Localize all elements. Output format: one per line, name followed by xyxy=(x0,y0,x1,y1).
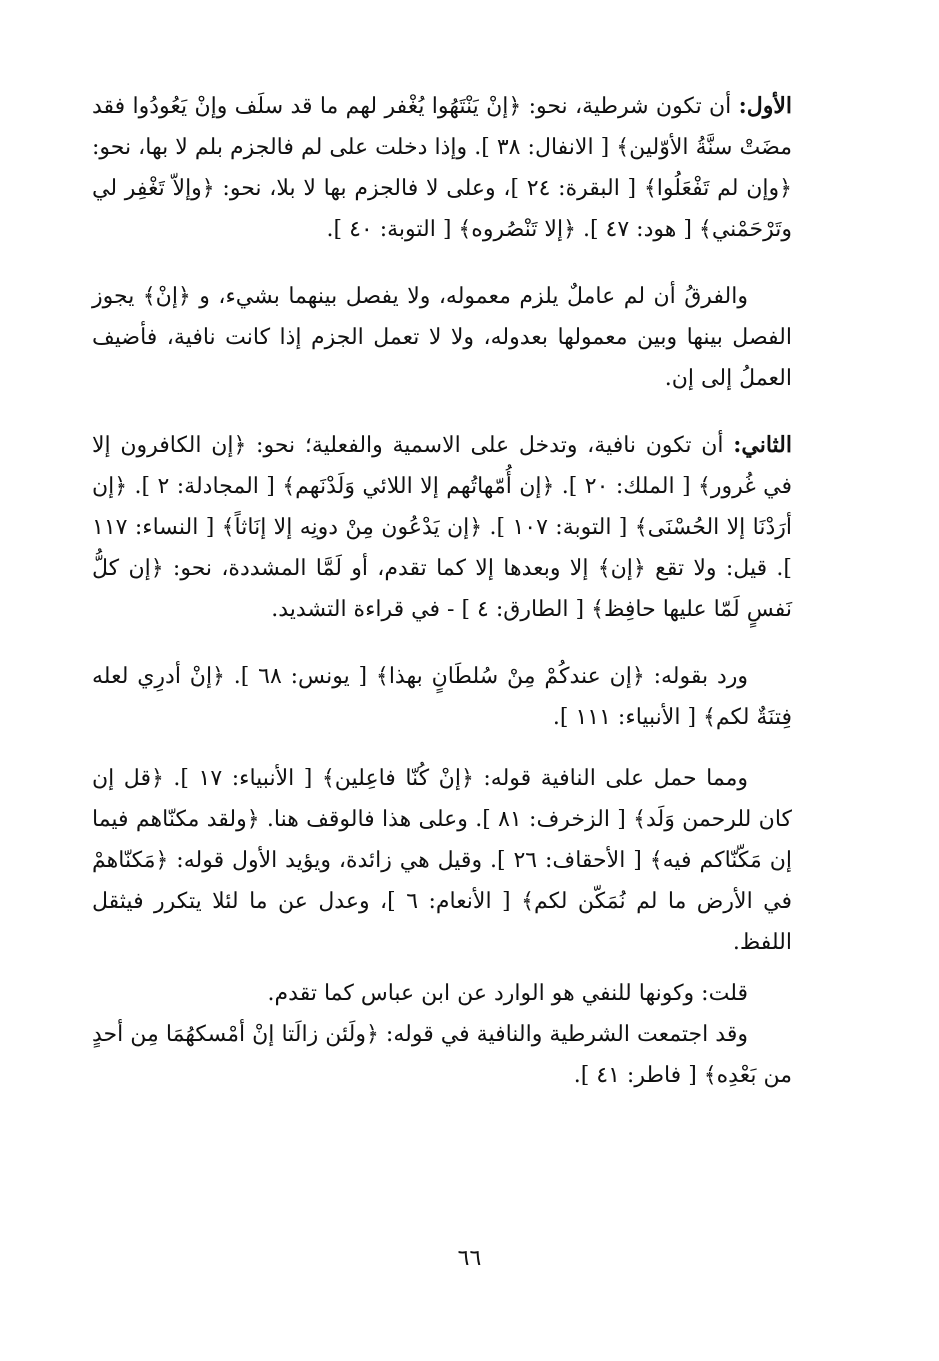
paragraph-text: ومما حمل على النافية قوله: ﴿إنْ كُنّا فاعِلين﴾ [ الأنبياء: ١٧ ]. ﴿قل إن كان للرحمن وَلَد﴾ [ الزخرف: ٨١ ]. وعلى هذا فالوقف هنا. ﴿ولقد مكنّاهم فيما إن مَكّنّاكم فيه﴾ [ الأحقاف: ٢٦ ]. وقيل هي زائدة، ويؤيد الأول قوله: ﴿مَكنّاهمْ في الأرض ما لم نُمَكّن لكم﴾ [ الأنعام: ٦ ]، وعدل عن ما لئلا يتكرر فيثقل اللفظ. xyxy=(92,766,793,955)
paragraph-rebuttal xyxy=(92,656,792,738)
section-lead-first: الأول: xyxy=(738,93,792,119)
paragraph-text: ورد بقوله: ﴿إن عندكُمْ مِنْ سُلطَانٍ بهذا﴾ [ يونس: ٦٨ ]. ﴿إنْ أدرِي لعله فِتنَةٌ لكم﴾ [ الأنبياء: ١١١ ]. xyxy=(92,664,792,730)
paragraph-negation-examples xyxy=(92,758,792,963)
paragraph-text: وقد اجتمعت الشرطية والنافية في قوله: ﴿ولَئن زالَتا إنْ أمْسكهُمَا مِن أحدٍ من بَعْدِه﴾ [ فاطر: ٤١ ]. xyxy=(92,1022,792,1088)
paragraph-combined xyxy=(92,1014,792,1096)
paragraph-text: قلت: وكونها للنفي هو الوارد عن ابن عباس كما تقدم. xyxy=(267,981,748,1006)
section-lead-second: الثاني: xyxy=(733,432,792,458)
paragraph-text: والفرقُ أن لم عاملٌ يلزم معموله، ولا يفصل بينهما بشيء، و ﴿إنْ﴾ يجوز الفصل بينها وبين معمولها بعدوله، ولا لا تعمل الجزم إذا كانت نافية، فأضيف العملُ إلى إن. xyxy=(92,284,792,391)
paragraph-text: أن تكون شرطية، نحو: ﴿إنْ يَنْتَهُوا يُغْفر لهم ما قد سلَف وإنْ يَعُودُوا فقد مضَتْ سنَّةُ الأوّلين﴾ [ الانفال: ٣٨ ]. وإذا دخلت على لم فالجزم بلم لا بها، نحو: ﴿وإن لم تَفْعَلُوا﴾ [ البقرة: ٢٤ ]، وعلى لا فالجزم بها لا بلا، نحو: ﴿وإلاّ تَغْفِر لي وتَرْحَمْني﴾ [ هود: ٤٧ ]. ﴿إلا تَنْصُروه﴾ [ التوبة: ٤٠ ]. xyxy=(92,94,792,242)
paragraph-difference xyxy=(92,276,792,399)
paragraph-second-meaning xyxy=(92,425,792,630)
page-body xyxy=(92,86,792,1096)
paragraph-first-meaning xyxy=(92,86,792,250)
page-number: ٦٦ xyxy=(457,1246,482,1271)
paragraph-note xyxy=(92,973,792,1014)
paragraph-text: أن تكون نافية، وتدخل على الاسمية والفعلية؛ نحو: ﴿إن الكافرون إلا في غُرور﴾ [ الملك: ٢٠ ]. ﴿إن أُمّهاتُهم إلا اللائي وَلَدْنَهم﴾ [ المجادلة: ٢ ]. ﴿إن أرَدْنَا إلا الحُسْنَى﴾ [ التوبة: ١٠٧ ]. ﴿إن يَدْعُون مِنْ دونِه إلا إنَاثاً﴾ [ النساء: ١١٧ ]. قيل: ولا تقع ﴿إن﴾ إلا وبعدها إلا كما تقدم، أو لَمَّا المشددة، نحو: ﴿إن كلُّ نَفسٍ لَمّا عليها حافِظ﴾ [ الطارق: ٤ ] - في قراءة التشديد. xyxy=(92,433,793,622)
